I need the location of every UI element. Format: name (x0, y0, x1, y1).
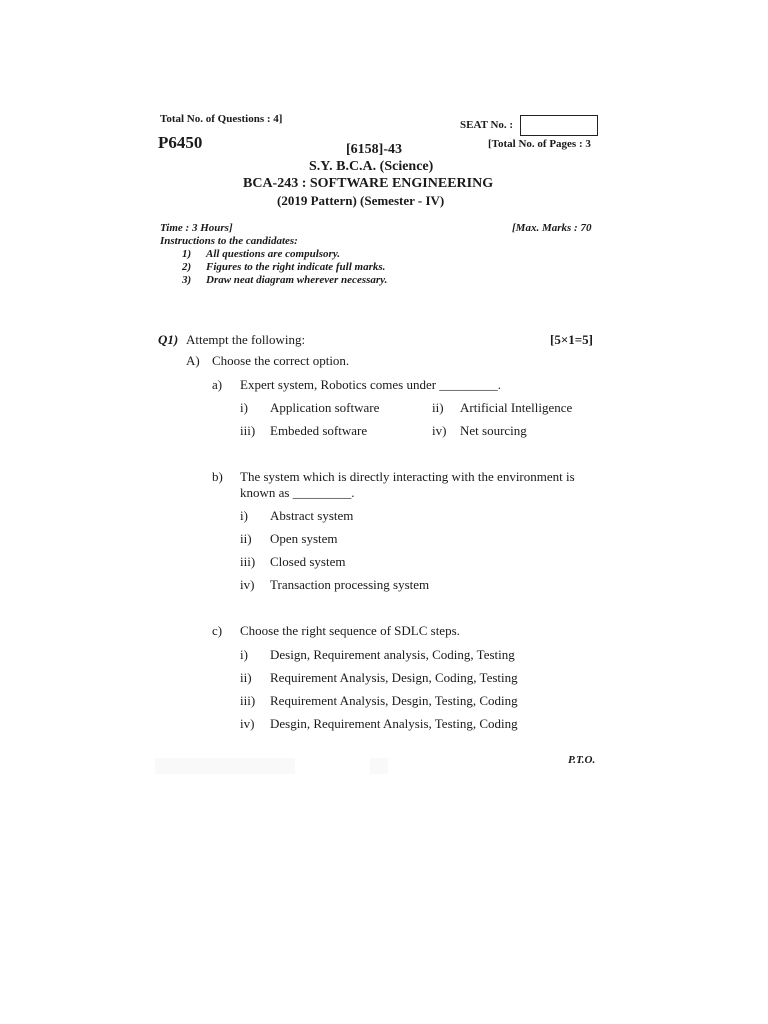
instruction-num: 2) (182, 261, 192, 273)
option-text: Open system (270, 531, 338, 546)
exam-code: [6158]-43 (346, 142, 402, 157)
option-num: iii) (240, 423, 256, 438)
scan-smudge (155, 758, 295, 774)
option-text: Embeded software (270, 423, 368, 438)
q1-text: Attempt the following: (186, 332, 306, 347)
question-c-text: Choose the right sequence of SDLC steps. (240, 623, 460, 638)
pto-label: P.T.O. (568, 754, 596, 766)
option-text: Requirement Analysis, Design, Coding, Testing (270, 670, 518, 685)
max-marks: [Max. Marks : 70 (512, 222, 592, 234)
option-text: Artificial Intelligence (460, 400, 573, 415)
instruction-text: All questions are compulsory. (206, 248, 341, 260)
option-num: iv) (240, 716, 255, 731)
scan-smudge (370, 758, 388, 774)
question-c-label: c) (212, 623, 223, 638)
total-pages: [Total No. of Pages : 3 (488, 138, 591, 150)
option-num: ii) (240, 531, 252, 546)
question-b-line1: The system which is directly interacting with the environment is (240, 469, 575, 484)
option-num: i) (240, 400, 248, 415)
option-text: Closed system (270, 554, 346, 569)
option-text: Requirement Analysis, Desgin, Testing, Coding (270, 693, 518, 708)
part-a-text: Choose the correct option. (212, 353, 350, 368)
question-a-label: a) (212, 377, 223, 392)
instruction-num: 3) (182, 274, 192, 286)
instruction-num: 1) (182, 248, 192, 260)
option-text: Abstract system (270, 508, 354, 523)
time-info: Time : 3 Hours] (160, 222, 233, 234)
seat-label: SEAT No. : (460, 119, 514, 131)
option-num: i) (240, 508, 248, 523)
paper-code: P6450 (158, 133, 203, 152)
q1-marks: [5×1=5] (550, 332, 593, 347)
option-num: iii) (240, 554, 256, 569)
question-a-text: Expert system, Robotics comes under _________. (240, 377, 502, 392)
q1-label: Q1) (158, 332, 179, 347)
total-questions: Total No. of Questions : 4] (160, 113, 283, 125)
seat-number-box (520, 115, 598, 136)
option-text: Desgin, Requirement Analysis, Testing, Coding (270, 716, 518, 731)
course-title: S.Y. B.C.A. (Science) (309, 159, 434, 174)
option-num: ii) (240, 670, 252, 685)
option-text: Transaction processing system (270, 577, 430, 592)
instructions-title: Instructions to the candidates: (160, 235, 298, 247)
option-num: iii) (240, 693, 256, 708)
subject-title: BCA-243 : SOFTWARE ENGINEERING (243, 176, 494, 191)
option-num: iv) (240, 577, 255, 592)
option-text: Application software (270, 400, 380, 415)
option-text: Design, Requirement analysis, Coding, Testing (270, 647, 515, 662)
option-num: ii) (432, 400, 444, 415)
question-b-label: b) (212, 469, 223, 484)
option-text: Net sourcing (460, 423, 527, 438)
option-num: iv) (432, 423, 447, 438)
question-b-line2: known as _________. (240, 485, 355, 500)
option-num: i) (240, 647, 248, 662)
instruction-text: Figures to the right indicate full marks. (206, 261, 386, 273)
instruction-text: Draw neat diagram wherever necessary. (206, 274, 388, 286)
part-a-label: A) (186, 353, 200, 368)
pattern-semester: (2019 Pattern) (Semester - IV) (277, 193, 445, 208)
